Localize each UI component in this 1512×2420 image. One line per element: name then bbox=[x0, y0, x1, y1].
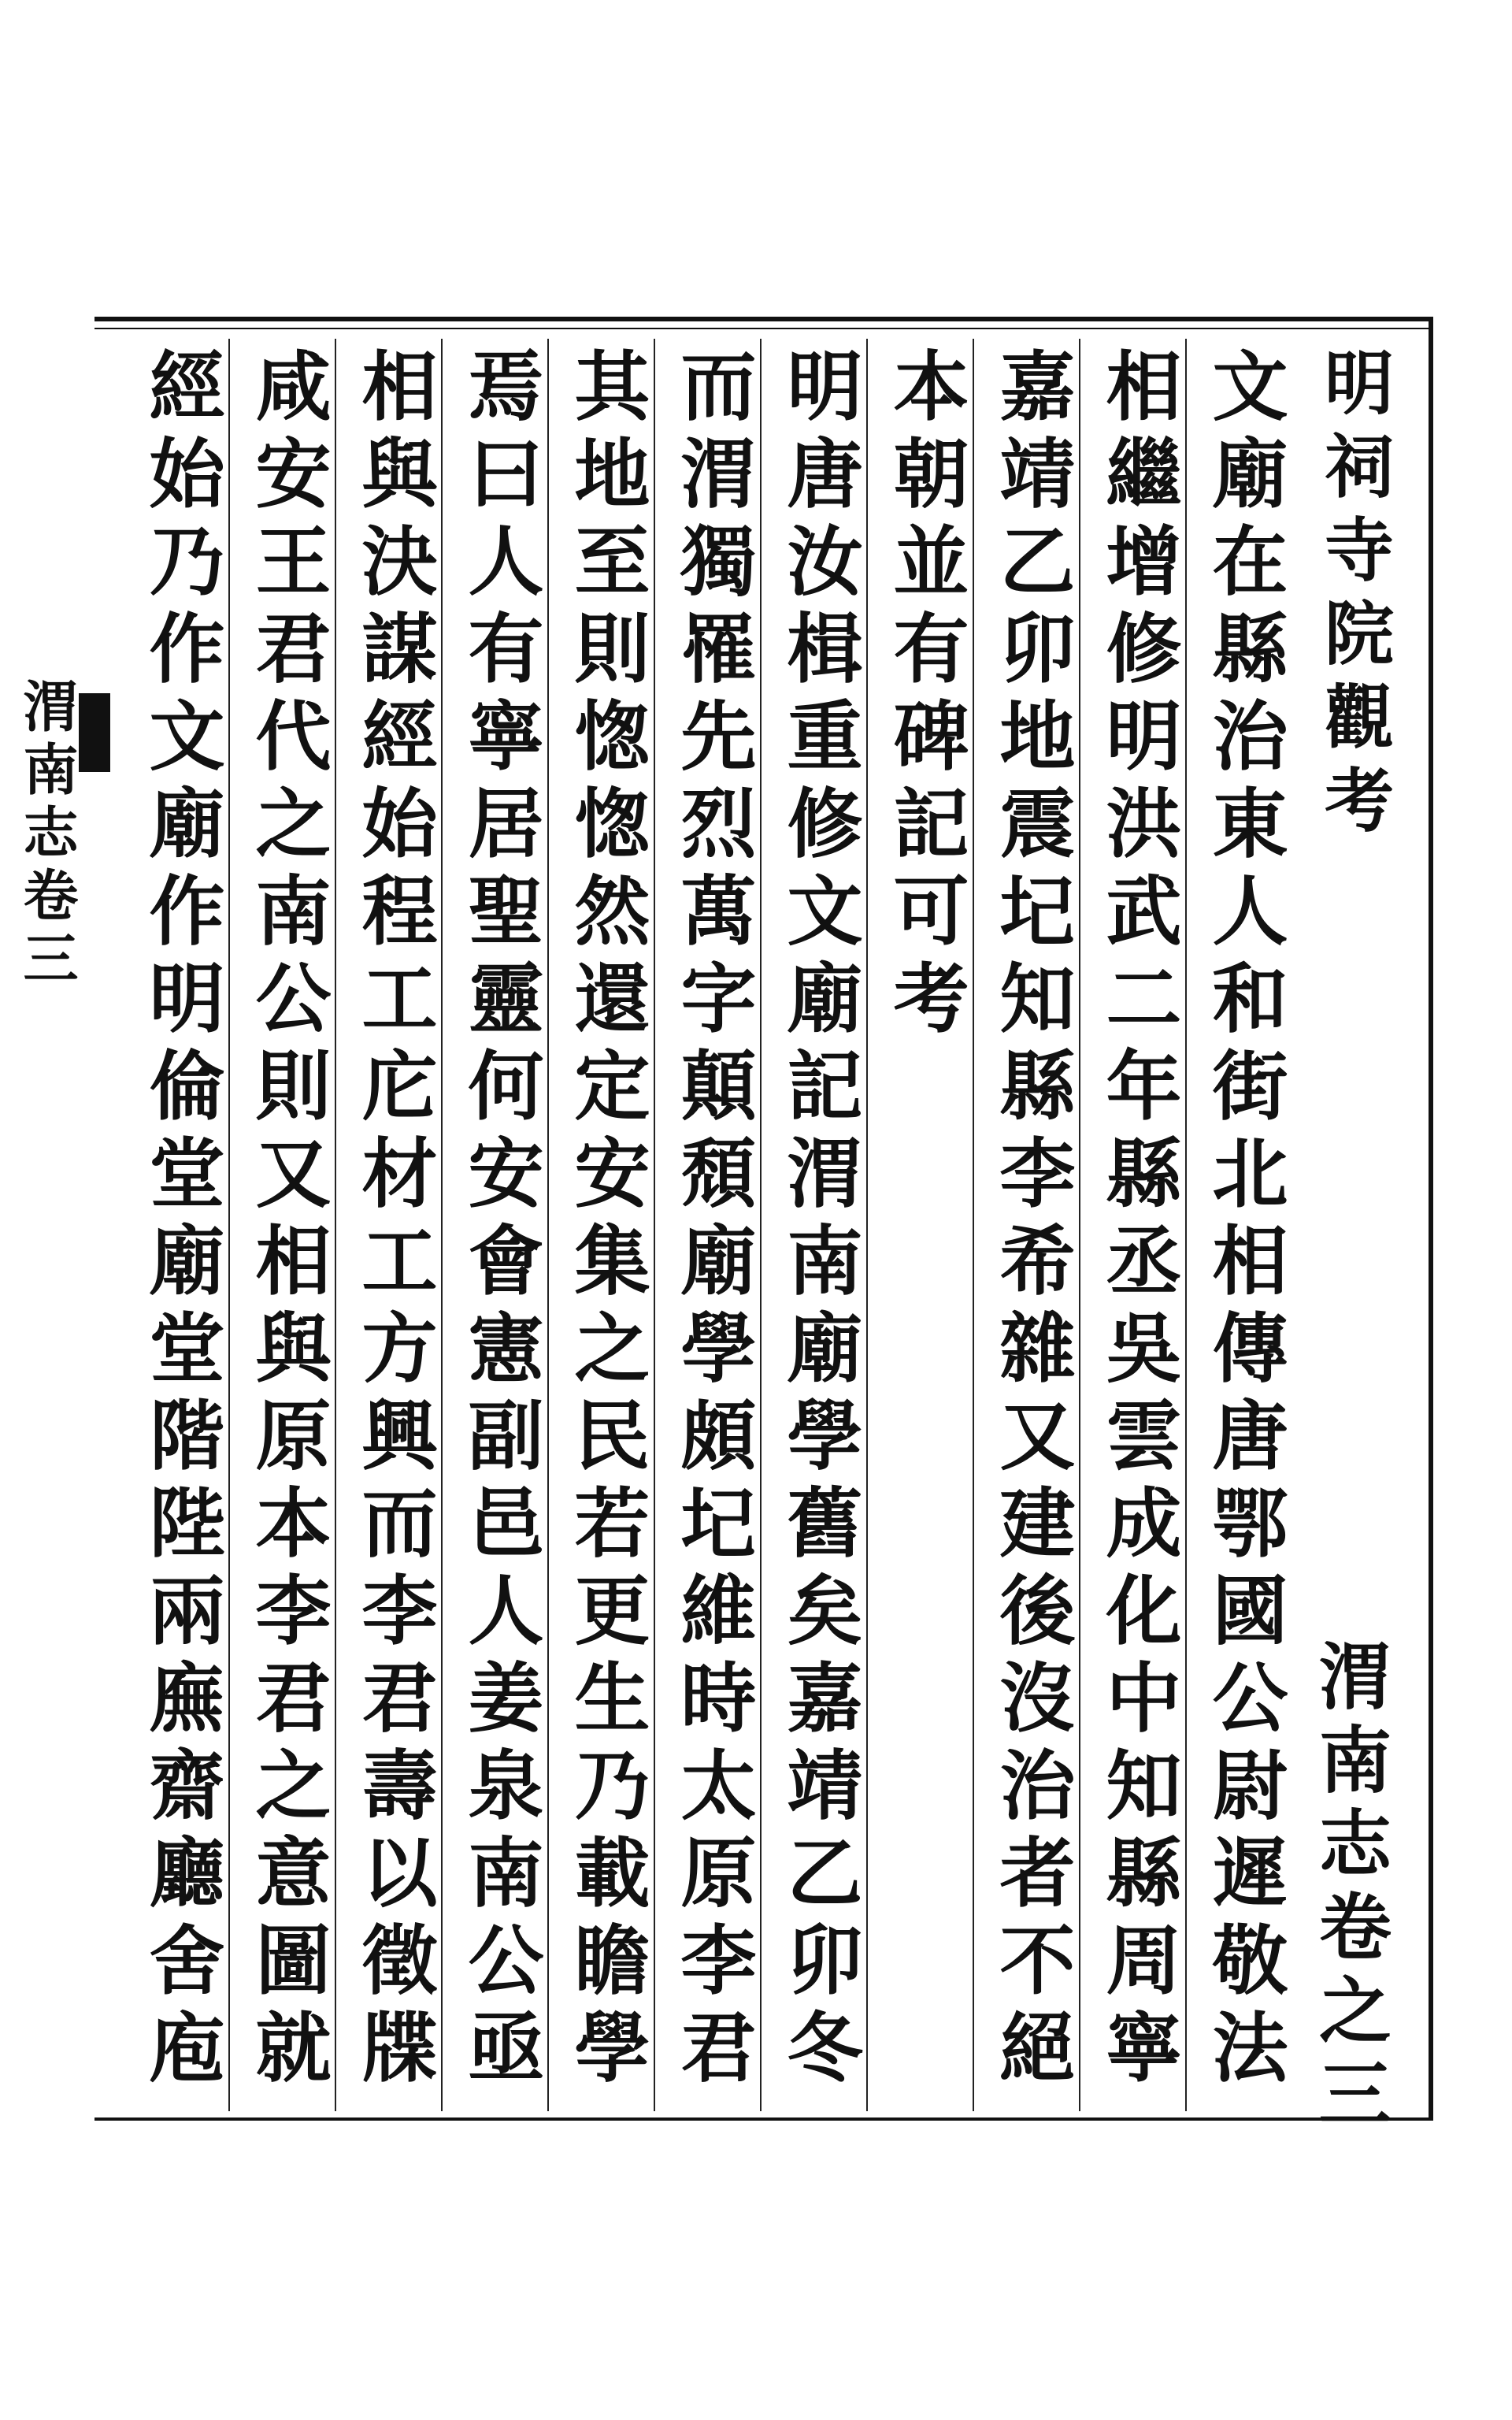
text-column-2: 相繼增修明洪武二年縣丞吳雲成化中知縣周寧 bbox=[1094, 347, 1183, 2095]
text-column-4: 本朝並有碑記可考 bbox=[881, 347, 970, 1046]
text-column-11: 經始乃作文廟作明倫堂廟堂階陛兩廡齋廳舍庖 bbox=[137, 347, 226, 2095]
column-rule bbox=[1185, 339, 1187, 2111]
column-rule bbox=[335, 339, 336, 2111]
column-rule bbox=[973, 339, 974, 2111]
column-rule bbox=[1079, 339, 1080, 2111]
section-heading: 明祠寺院觀考 bbox=[1314, 347, 1395, 848]
frame-top-rule bbox=[94, 328, 1433, 329]
fold-margin-text: 渭南志卷三 bbox=[14, 677, 80, 993]
column-rule bbox=[547, 339, 549, 2111]
running-title: 渭南志卷之三 bbox=[1307, 1639, 1392, 2140]
text-column-1: 文廟在縣治東人和街北相傳唐鄂國公尉遲敬法 bbox=[1200, 347, 1289, 2095]
column-rule bbox=[654, 339, 655, 2111]
column-rule bbox=[441, 339, 443, 2111]
text-column-5: 明唐汝楫重修文廟記渭南廟學舊矣嘉靖乙卯冬 bbox=[775, 347, 864, 2095]
text-column-7: 其地至則愡愡然還定安集之民若更生乃載瞻學 bbox=[562, 347, 651, 2095]
text-column-10: 咸安王君代之南公則又相與原本李君之意圖就 bbox=[243, 347, 332, 2095]
text-column-8: 焉曰人有寧居聖靈何安會憲副邑人姜泉南公亟 bbox=[456, 347, 545, 2095]
column-rule bbox=[228, 339, 230, 2111]
text-column-6: 而渭獨罹先烈萬字顛頹廟學頗圮維時太原李君 bbox=[669, 347, 758, 2095]
column-rule bbox=[760, 339, 762, 2111]
text-column-9: 相與決謀經始程工庀材工方興而李君壽以徵牒 bbox=[350, 347, 439, 2095]
column-rule bbox=[866, 339, 868, 2111]
text-column-3: 嘉靖乙卯地震圮知縣李希雜又建後沒治者不絕 bbox=[988, 347, 1077, 2095]
